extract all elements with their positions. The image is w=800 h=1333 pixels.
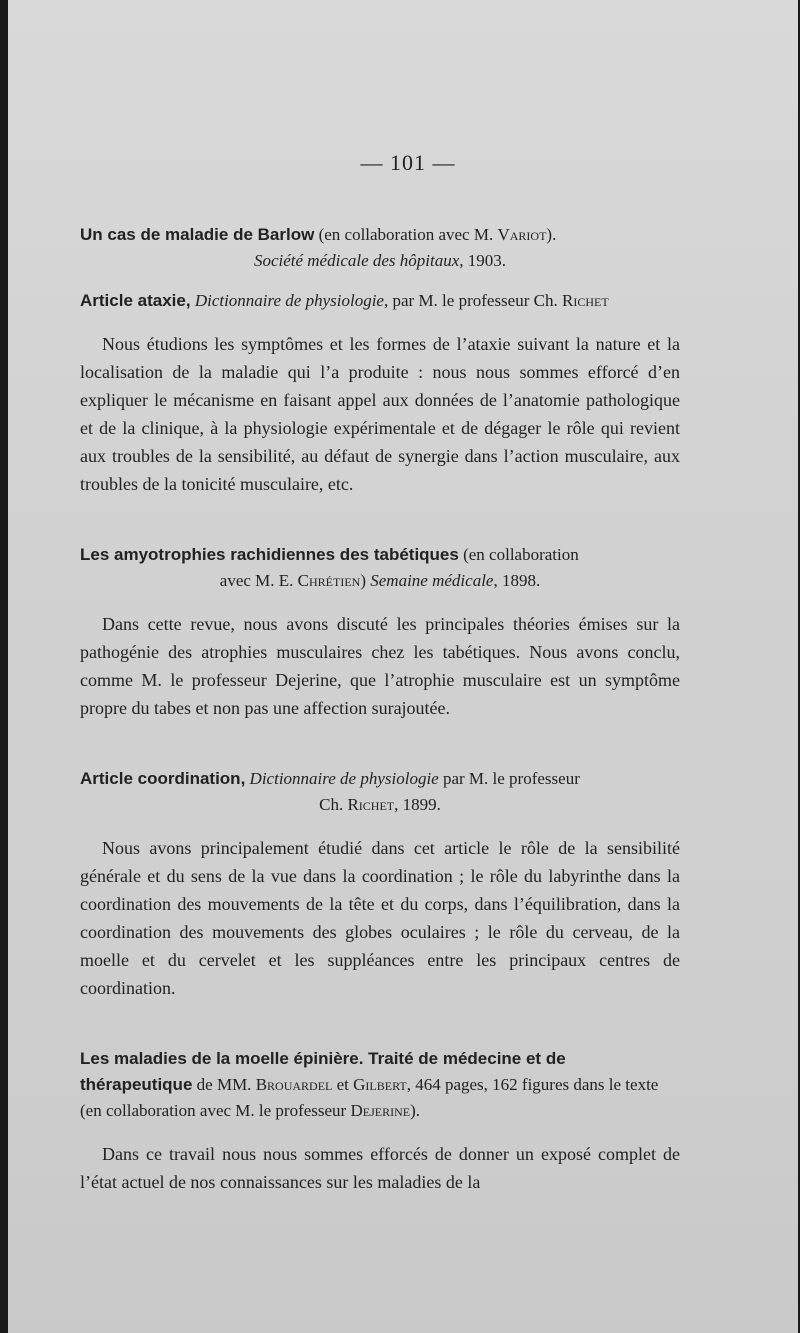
entry-heading (80, 542, 680, 568)
entry-heading (80, 222, 680, 248)
entry-detail: (en collaboration (458, 545, 579, 564)
entry-paragraph: Dans ce travail nous nous sommes efforcés de donner un exposé complet de l’état actuel de nos connaissances sur les maladies de la (80, 1144, 680, 1192)
entry-author: Richet (561, 291, 609, 310)
entry-heading (80, 766, 680, 792)
entry-detail: ). (410, 1101, 421, 1120)
entry-paragraph: Nous avons principalement étudié dans cet article le rôle de la sensibilité générale et du sens de la vue dans la coordination ; le rôle du labyrinthe dans la coordination des mouvements de la tête et du corps, dans l’équilibration, dans la coordination des mouvements des globes oculaires ; le rôle du cerveau, de la moelle et du cervelet et les suppléances entre les principaux centres de coordination. (80, 838, 680, 998)
entry-coordination (80, 766, 680, 1002)
entry-heading (80, 1046, 680, 1124)
entry-author: Brouardel (255, 1075, 333, 1094)
entry-ataxie (80, 288, 680, 498)
entry-source (80, 568, 680, 594)
entry-moelle (80, 1046, 680, 1196)
entry-detail: , 464 pages, 162 figures dans le texte (en collaboration avec M. le professeur (80, 1075, 659, 1120)
entry-title: Article ataxie, (80, 291, 191, 310)
entry-heading (80, 288, 680, 314)
entry-paragraph: Nous étudions les symptômes et les formes de l’ataxie suivant la nature et la localisation de la maladie qui l’a produite : nous nous sommes efforcé d’en expliquer le mécanisme en faisant appel aux données de l’anatomie pathologique et de la clinique, à la physiologie expérimentale et de dégager le rôle qui revient aux troubles de la sensibilité, au défaut de synergie dans l’action musculaire, aux troubles de la tonicité musculaire, etc. (80, 334, 680, 494)
page-number: — 101 — (360, 150, 456, 175)
entry-title: Les maladies de la moelle épinière. Traité de médecine et de thérapeutique (80, 1049, 566, 1094)
entry-source-title: Société médicale des hôpitaux (253, 251, 460, 270)
entry-author: Gilbert (353, 1075, 407, 1094)
entry-source (80, 248, 680, 274)
entry-detail: par M. le professeur (438, 769, 580, 788)
document-page (8, 0, 798, 1333)
entry-detail: ). (546, 225, 557, 244)
entry-detail: et (332, 1075, 354, 1094)
entry-author: Variot (497, 225, 547, 244)
entry-source-title: Dictionnaire de physiologie (190, 291, 384, 310)
entry-title: Un cas de maladie de Barlow (80, 225, 315, 244)
entry-source-title: Dictionnaire de physiologie (245, 769, 439, 788)
entry-source-year: , 1898. (493, 571, 541, 590)
entry-detail: ) (360, 571, 371, 590)
entry-source-title: Semaine médicale (370, 571, 494, 590)
entry-author: Dejerine (350, 1101, 411, 1120)
entry-detail: avec M. E. (219, 571, 298, 590)
entry-detail: de MM. (192, 1075, 256, 1094)
entry-source (80, 792, 680, 818)
entry-author: Chrétien (297, 571, 361, 590)
entry-author: Richet (347, 795, 395, 814)
entry-source-year: , 1899. (394, 795, 441, 814)
entry-title: Article coordination, (80, 769, 246, 788)
entry-detail: , par M. le professeur Ch. (383, 291, 562, 310)
entry-source-year: , 1903. (459, 251, 507, 270)
entry-paragraph: Dans cette revue, nous avons discuté les principales théories émises sur la pathogénie des atrophies musculaires chez les tabétiques. Nous avons conclu, comme M. le professeur Dejerine, que l’atrophie musculaire est un symptôme propre du tabes et non pas une affection surajoutée. (80, 614, 680, 718)
entry-detail: Ch. (319, 795, 348, 814)
entry-detail: (en collaboration avec M. (314, 225, 498, 244)
entry-title: Les amyotrophies rachidiennes des tabétiques (80, 545, 459, 564)
entry-amyotrophies (80, 542, 680, 722)
page-content (80, 222, 680, 1196)
entry-barlow (80, 222, 680, 274)
